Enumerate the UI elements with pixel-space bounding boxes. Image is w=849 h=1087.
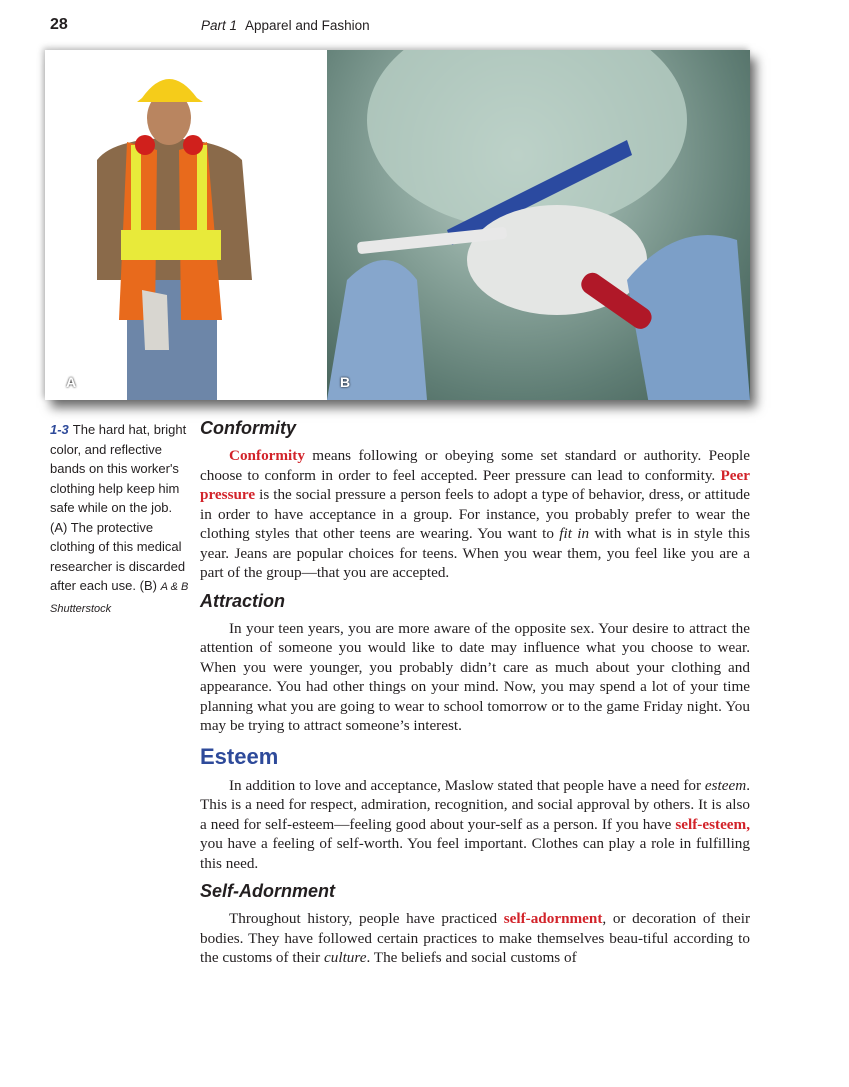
key-term: Peer pressure [200,466,750,503]
running-header [201,18,370,33]
photo-label-b: B [340,374,351,390]
heading-self-adornment: Self-Adornment [200,881,335,901]
emphasis: esteem [704,776,747,794]
caption-text: The hard hat, bright color, and reflective bands on this worker's clothing help keep him safe while on the job. (A) The protective clothing of this medical researcher is discarded after each use. (B) [50,422,187,593]
paragraph-esteem [200,776,750,874]
text: means following or obeying some set standard or authority. People choose to conform in order to feel accepted. Peer pressure can lead to conformity. [200,447,750,484]
text: . This is a need for respect, admiration, recognition, and social approval by others. It is also a need for self-esteem—feeling good about your-self as a person. If you have [200,776,750,833]
paragraph-conformity [200,446,750,583]
emphasis: culture [324,949,367,966]
emphasis: fit in [559,525,590,542]
key-term: Conformity [229,447,305,464]
photo-label-a: A [66,374,77,390]
text: you have a feeling of self-worth. You feel important. Clothes can play a role in fulfilling this need. [200,835,750,872]
paragraph-attraction: In your teen years, you are more aware of the opposite sex. Your desire to attract the attention of someone you would like to date may influence what you choose to wear. When you were younger, you probably didn’t care as much about your clothing and appearance. You had other things on your mind. Now, you may spend a lot of your time planning what you are going to wear to school tomorrow or to the game Friday night. You may be trying to attract someone’s interest. [200,619,750,734]
text: , or decoration of their bodies. They have followed certain practices to make themselves beau-tiful according to the customs of their [200,910,750,966]
main-column [200,418,750,976]
worker-illustration [57,50,325,400]
figure-caption [50,420,190,619]
text: is the social pressure a person feels to adopt a type of behavior, dress, or attitude in order to have acceptance in a group. For instance, you probably prefer to wear the clothing styles that other teens are wearing. You want to [200,486,750,542]
researcher-illustration [327,50,750,400]
text: . The beliefs and social customs of [366,949,577,966]
heading-attraction: Attraction [200,590,285,611]
part-title: Apparel and Fashion [245,18,370,33]
figure-number: 1-3 [50,422,69,437]
text: In addition to love and acceptance, Maslow stated that people have a need for [229,776,705,794]
part-label: Part 1 [201,18,238,33]
text: with what is in style this year. Jeans are popular choices for teens. When you wear them, you feel like you are a part of the group—that you are accepted. [200,525,750,581]
key-term: self-adornment [503,910,603,927]
photo-construction-worker [57,50,325,400]
page-number: 28 [50,16,68,33]
heading-esteem: Esteem [200,743,279,769]
text: Throughout history, people have practiced [229,910,504,927]
photo-credit: A & B Shutterstock [50,581,189,615]
paragraph-self-adornment [200,909,750,968]
key-term: self-esteem, [675,815,750,833]
photo-medical-researcher [327,50,750,400]
heading-conformity: Conformity [200,418,296,438]
